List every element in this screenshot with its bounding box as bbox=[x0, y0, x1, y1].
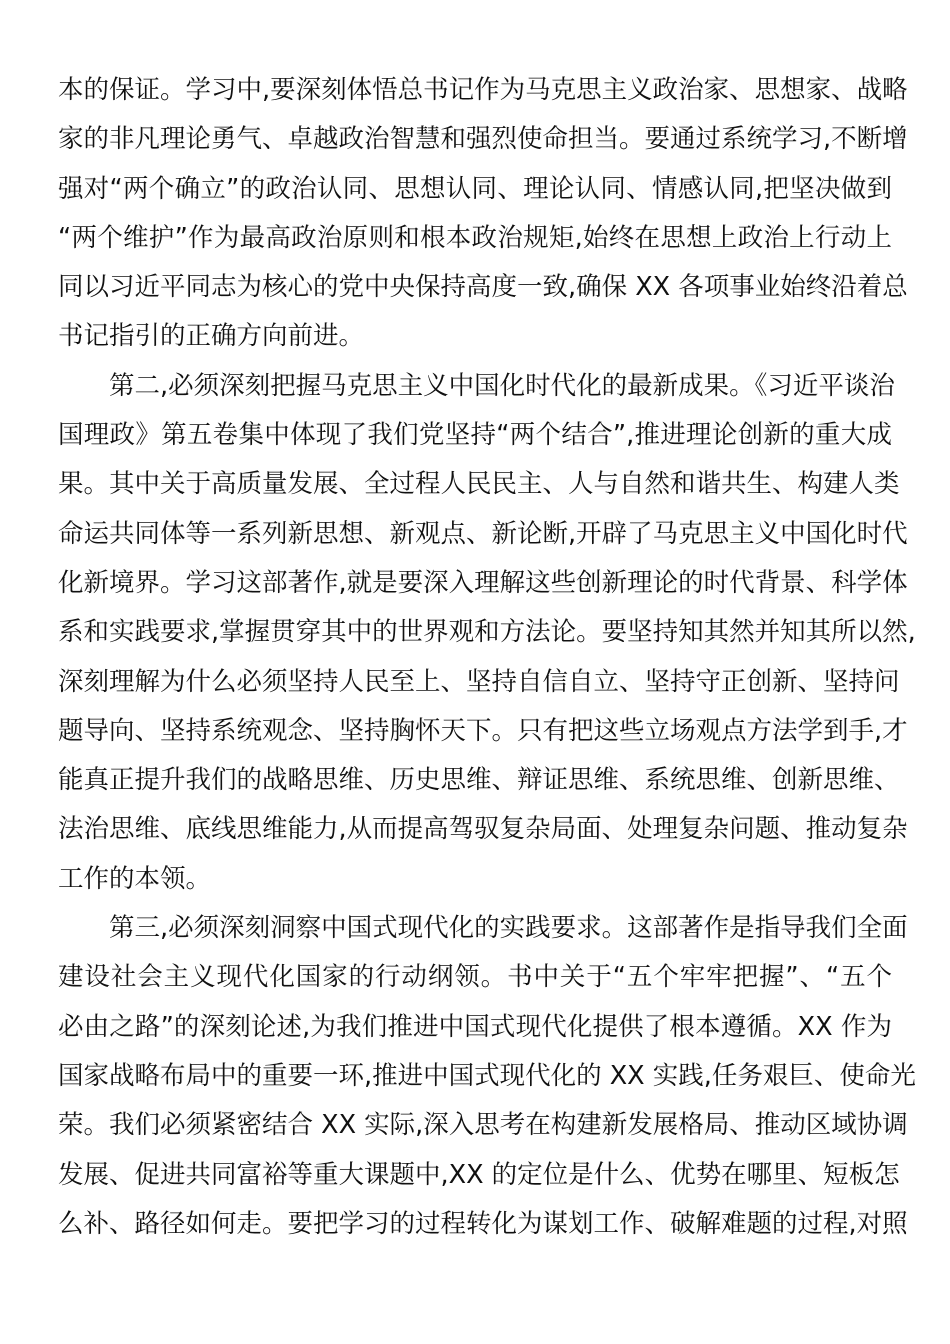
text-line: 国理政》第五卷集中体现了我们党坚持“两个结合”,推进理论创新的重大成 bbox=[58, 420, 892, 451]
paragraph-3-first-line: 第三,必须深刻洞察中国式现代化的实践要求。这部著作是指导我们全面 bbox=[109, 913, 908, 944]
text-line: 建设社会主义现代化国家的行动纲领。书中关于“五个牢牢把握”、“五个 bbox=[58, 962, 892, 993]
text-line: 命运共同体等一系列新思想、新观点、新论断,开辟了马克思主义中国化时代 bbox=[58, 518, 908, 549]
text-line: 强对“两个确立”的政治认同、思想认同、理论认同、情感认同,把坚决做到 bbox=[58, 173, 892, 204]
text-line: 深刻理解为什么必须坚持人民至上、坚持自信自立、坚持守正创新、坚持问 bbox=[58, 666, 900, 697]
text-line: 必由之路”的深刻论述,为我们推进中国式现代化提供了根本遵循。XX 作为 bbox=[58, 1011, 892, 1042]
text-line: 工作的本领。 bbox=[58, 863, 212, 894]
text-line: 本的保证。学习中,要深刻体悟总书记作为马克思主义政治家、思想家、战略 bbox=[58, 75, 908, 105]
text-line: 果。其中关于高质量发展、全过程人民民主、人与自然和谐共生、构建人类 bbox=[58, 469, 900, 500]
document-body bbox=[58, 66, 916, 1249]
text-line: 系和实践要求,掌握贯穿其中的世界观和方法论。要坚持知其然并知其所以然, bbox=[58, 617, 916, 648]
text-line: 化新境界。学习这部著作,就是要深入理解这些创新理论的时代背景、科学体 bbox=[58, 567, 908, 598]
text-line: 国家战略布局中的重要一环,推进中国式现代化的 XX 实践,任务艰巨、使命光 bbox=[58, 1060, 916, 1091]
text-line: 书记指引的正确方向前进。 bbox=[58, 321, 365, 352]
text-line: 么补、路径如何走。要把学习的过程转化为谋划工作、破解难题的过程,对照 bbox=[58, 1208, 908, 1239]
paragraph-2-first-line: 第二,必须深刻把握马克思主义中国化时代化的最新成果。《习近平谈治 bbox=[109, 370, 895, 401]
text-line: “两个维护”作为最高政治原则和根本政治规矩,始终在思想上政治上行动上 bbox=[58, 222, 892, 253]
text-line: 家的非凡理论勇气、卓越政治智慧和强烈使命担当。要通过系统学习,不断增 bbox=[58, 124, 908, 155]
text-line: 法治思维、底线思维能力,从而提高驾驭复杂局面、处理复杂问题、推动复杂 bbox=[58, 814, 908, 845]
text-line: 题导向、坚持系统观念、坚持胸怀天下。只有把这些立场观点方法学到手,才 bbox=[58, 715, 908, 746]
text-line: 能真正提升我们的战略思维、历史思维、辩证思维、系统思维、创新思维、 bbox=[58, 765, 900, 796]
text-line: 发展、促进共同富裕等重大课题中,XX 的定位是什么、优势在哪里、短板怎 bbox=[58, 1159, 900, 1190]
text-line: 荣。我们必须紧密结合 XX 实际,深入思考在构建新发展格局、推动区域协调 bbox=[58, 1110, 908, 1141]
text-line: 同以习近平同志为核心的党中央保持高度一致,确保 XX 各项事业始终沿着总 bbox=[58, 272, 908, 303]
